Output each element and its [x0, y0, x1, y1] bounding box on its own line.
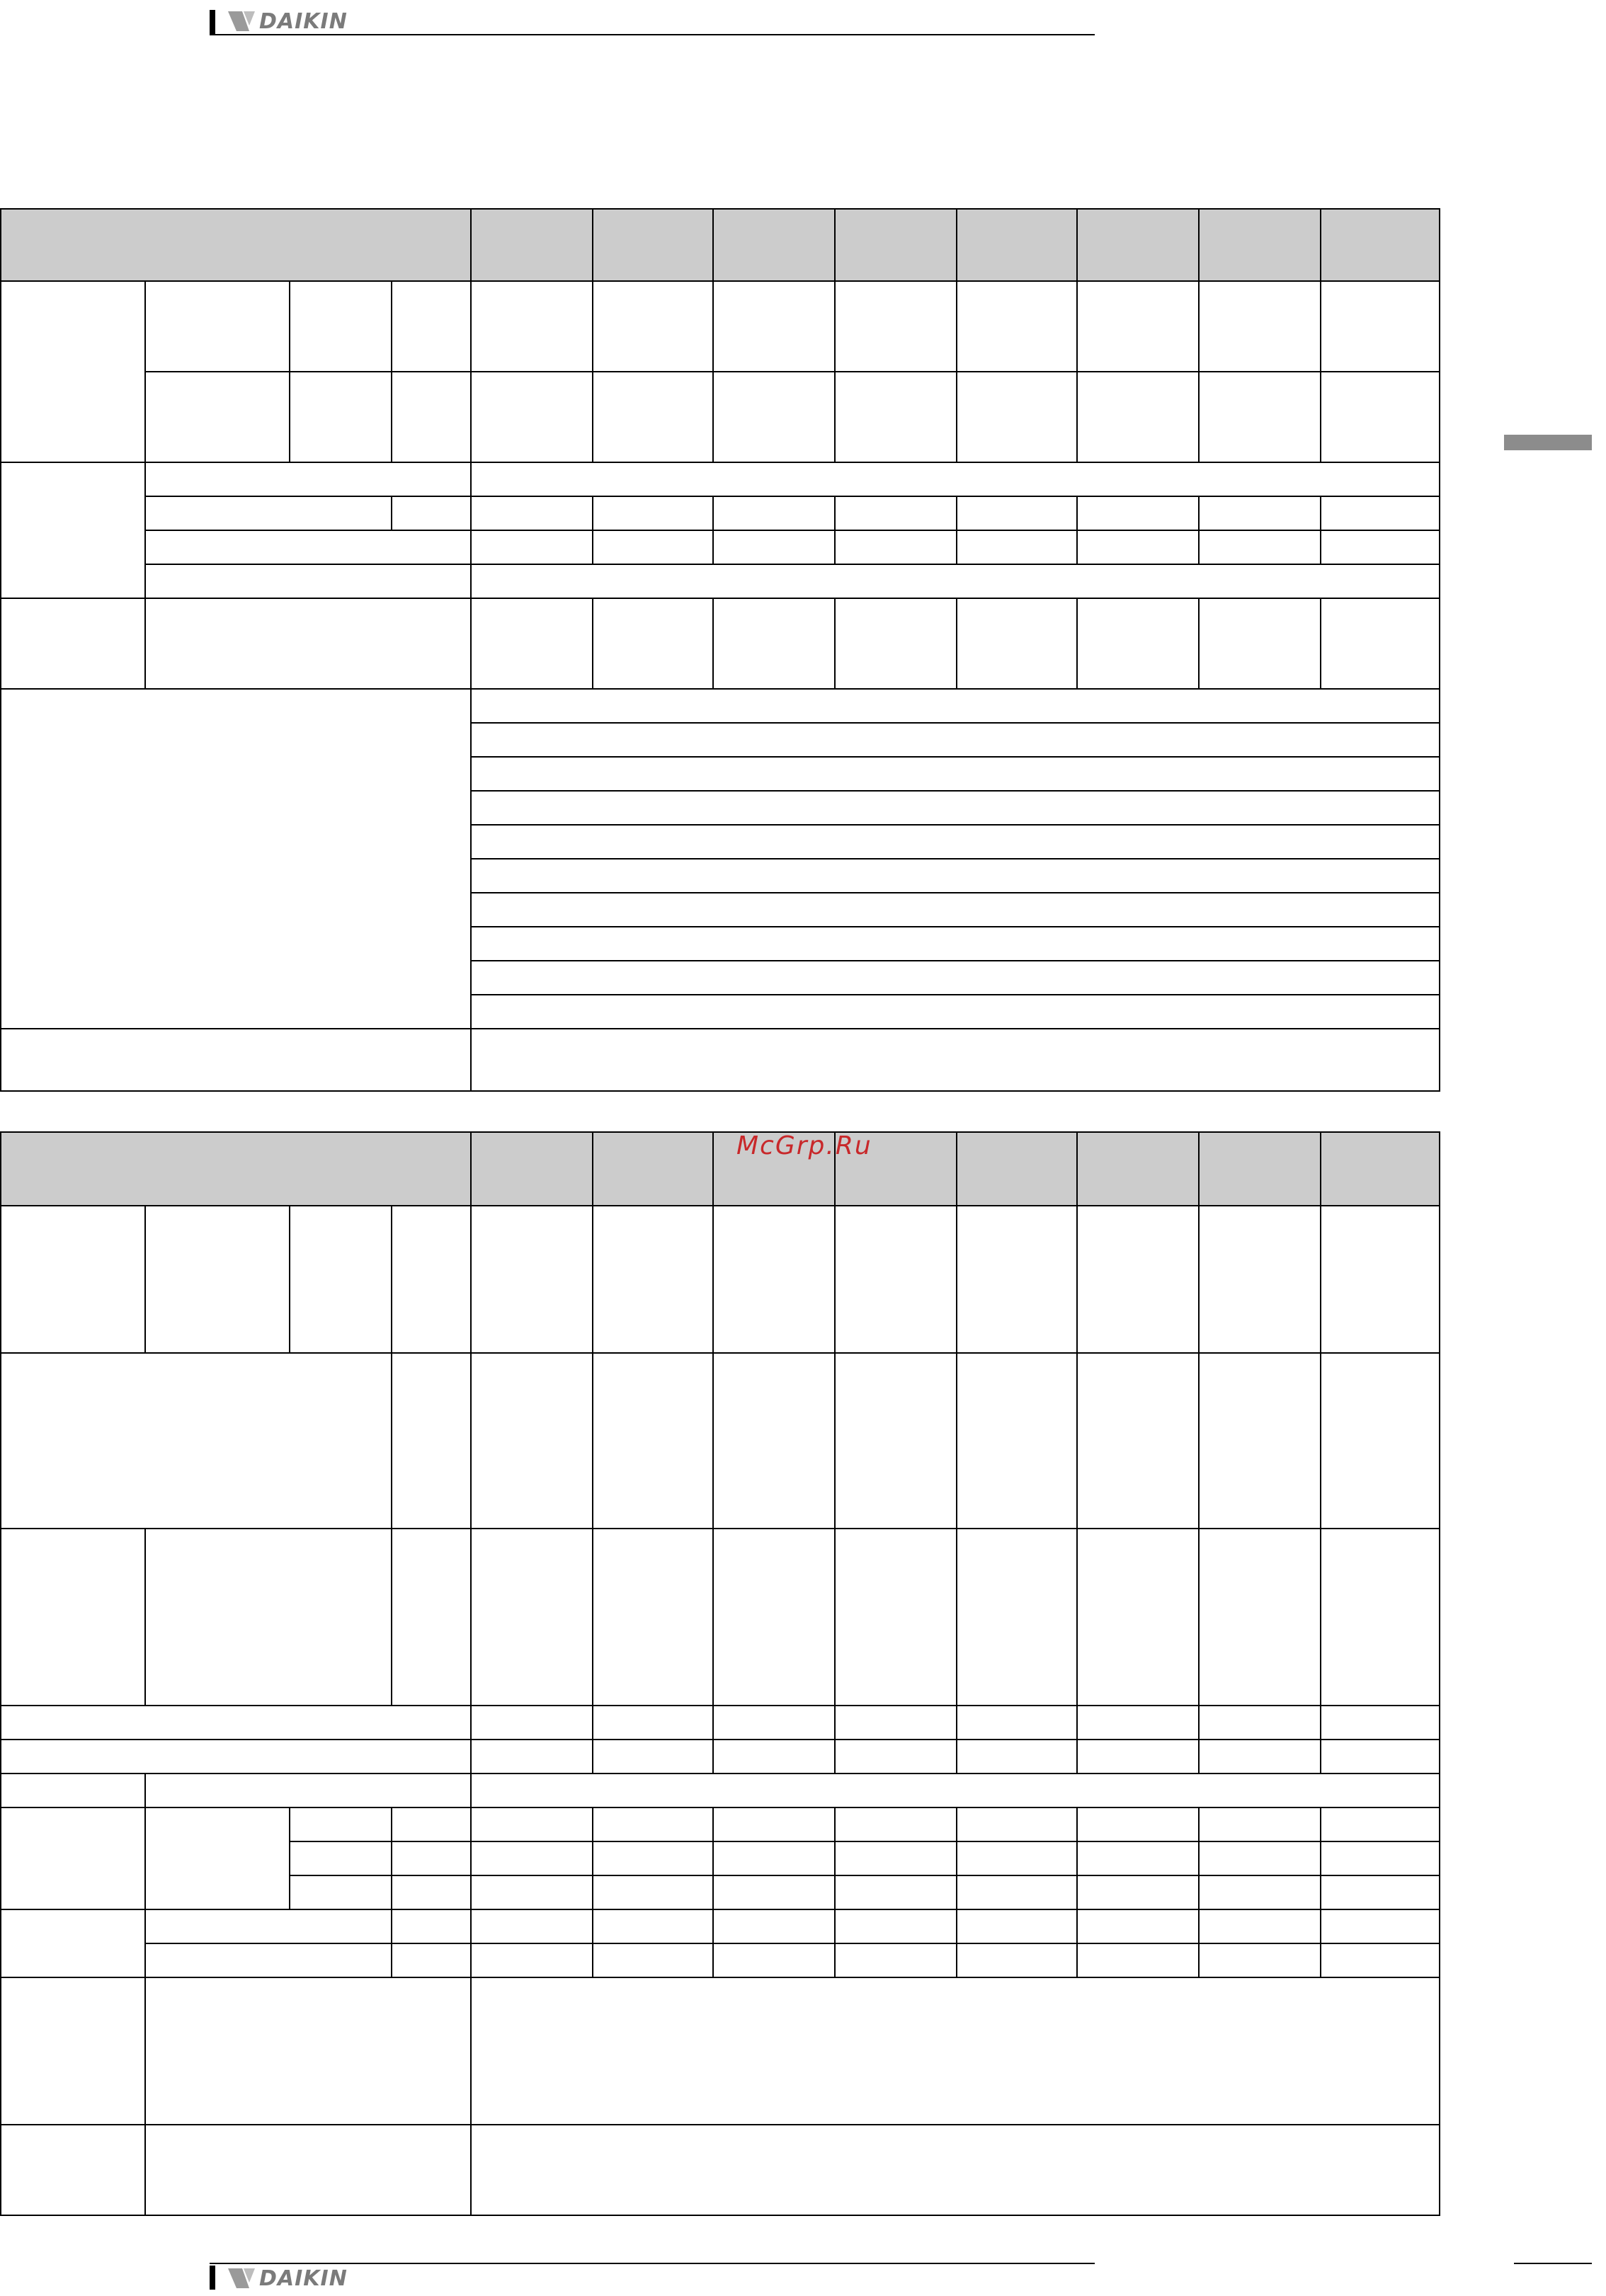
table-cell: [470, 1841, 593, 1876]
table-cell: [1320, 1841, 1440, 1876]
table-cell: [592, 1739, 714, 1774]
table-cell: [956, 1352, 1078, 1529]
table-cell: [1076, 1909, 1200, 1944]
table-cell: [391, 1528, 472, 1706]
table-cell: [592, 1807, 714, 1842]
table-cell: [834, 1705, 957, 1740]
table-cell: [1076, 1205, 1200, 1354]
table-cell: [289, 1841, 392, 1876]
header-brand-text: DAIKIN: [259, 8, 348, 34]
table-cell: [1320, 1943, 1440, 1978]
table-cell: [289, 1205, 392, 1354]
table-cell: [1076, 1739, 1200, 1774]
table-cell: [391, 1352, 472, 1529]
table-cell: [1076, 1528, 1200, 1706]
table-cell: [289, 1807, 392, 1842]
table-header-cell: [1320, 1131, 1440, 1206]
table-header-cell: [0, 1131, 472, 1206]
table-cell: [0, 1739, 472, 1774]
table-header-cell: [1198, 1131, 1321, 1206]
table-cell: [956, 1739, 1078, 1774]
table-cell: [592, 1841, 714, 1876]
table-cell: [592, 1352, 714, 1529]
table-cell: [470, 1739, 593, 1774]
page-number-rule: [1514, 2263, 1592, 2264]
table-cell: [391, 1807, 472, 1842]
table-cell: [0, 1977, 146, 2125]
table-header-cell: [592, 1131, 714, 1206]
table-cell: [391, 1205, 472, 1354]
table-cell: [834, 1909, 957, 1944]
table-cell: [0, 1205, 146, 1354]
table-cell: [956, 1705, 1078, 1740]
table-cell: [834, 1352, 957, 1529]
table-cell: [1198, 1528, 1321, 1706]
table-cell: [470, 1943, 593, 1978]
table-cell: [712, 1875, 836, 1910]
footer-brand-text: DAIKIN: [259, 2266, 348, 2291]
table-cell: [956, 1841, 1078, 1876]
table-cell: [834, 1528, 957, 1706]
table-cell: [1198, 1205, 1321, 1354]
table-header-cell: [470, 1131, 593, 1206]
footer-logo: [228, 2264, 348, 2292]
table-cell: [470, 1705, 593, 1740]
watermark: McGrp.Ru: [736, 1131, 872, 1160]
table-cell: [1198, 1352, 1321, 1529]
table-cell: [1320, 1705, 1440, 1740]
table-cell: [1320, 1909, 1440, 1944]
table-cell: [592, 1528, 714, 1706]
table-cell: [1076, 1807, 1200, 1842]
table-cell: [834, 1807, 957, 1842]
daikin-logo-icon: [228, 2267, 255, 2290]
table-cell: [834, 1739, 957, 1774]
table-cell: [1198, 1739, 1321, 1774]
table-cell: [470, 1875, 593, 1910]
table-cell: [144, 1807, 290, 1910]
footer-brand-bar: [210, 2266, 215, 2290]
table-cell: [1320, 1528, 1440, 1706]
table-cell: [1320, 1875, 1440, 1910]
table-cell: [1076, 1875, 1200, 1910]
table-cell: [1198, 1875, 1321, 1910]
table-header-cell: [956, 1131, 1078, 1206]
table-cell: [712, 1205, 836, 1354]
table-cell: [144, 1528, 392, 1706]
table-cell: [144, 1943, 392, 1978]
table-cell: [956, 1943, 1078, 1978]
table-cell: [470, 1205, 593, 1354]
table-cell: [1320, 1739, 1440, 1774]
table-cell: [470, 1528, 593, 1706]
table-cell: [0, 1773, 146, 1808]
table-cell: [1198, 1807, 1321, 1842]
table-cell: [1076, 1705, 1200, 1740]
table-cell: [712, 1528, 836, 1706]
table-cell: [0, 2124, 146, 2216]
table-cell: [592, 1943, 714, 1978]
table-cell: [1198, 1705, 1321, 1740]
table-cell: [0, 1528, 146, 1706]
table-cell: [712, 1739, 836, 1774]
table-header-cell: [1076, 1131, 1200, 1206]
table-cell: [712, 1705, 836, 1740]
table-cell: [956, 1909, 1078, 1944]
table-cell: [1076, 1943, 1200, 1978]
table-cell: [712, 1352, 836, 1529]
table-cell: [834, 1943, 957, 1978]
table-cell: [0, 1352, 392, 1529]
table-cell: [0, 1909, 146, 1978]
table-cell: [144, 1977, 472, 2125]
table-cell: [712, 1841, 836, 1876]
table-cell: [144, 2124, 472, 2216]
table-cell: [144, 1205, 290, 1354]
table-cell: [1198, 1841, 1321, 1876]
table-cell: [712, 1943, 836, 1978]
table-cell: [592, 1909, 714, 1944]
table-cell: [0, 1705, 472, 1740]
table-cell: [0, 1807, 146, 1910]
table-cell: [956, 1807, 1078, 1842]
table-cell: [470, 1807, 593, 1842]
table-cell: [470, 1977, 1440, 2125]
table-cell: [1076, 1352, 1200, 1529]
table-cell: [956, 1875, 1078, 1910]
table-cell: [592, 1875, 714, 1910]
table-cell: [712, 1909, 836, 1944]
table-cell: [834, 1205, 957, 1354]
table-cell: [1198, 1909, 1321, 1944]
table-cell: [834, 1841, 957, 1876]
table-cell: [391, 1909, 472, 1944]
table-cell: [391, 1841, 472, 1876]
table-cell: [592, 1705, 714, 1740]
table-cell: [592, 1205, 714, 1354]
table-cell: [712, 1807, 836, 1842]
table-cell: [391, 1875, 472, 1910]
table-cell: [1198, 1943, 1321, 1978]
table-cell: [956, 1205, 1078, 1354]
table-cell: [956, 1528, 1078, 1706]
table-cell: [144, 1773, 472, 1808]
table-cell: [1076, 1841, 1200, 1876]
table-cell: [470, 1909, 593, 1944]
table-cell: [470, 1352, 593, 1529]
table-cell: [470, 1773, 1440, 1808]
table-cell: [391, 1943, 472, 1978]
table-cell: [834, 1875, 957, 1910]
table-cell: [1320, 1807, 1440, 1842]
table-cell: [289, 1875, 392, 1910]
table-cell: [144, 1909, 392, 1944]
table-cell: [470, 2124, 1440, 2216]
table-cell: [1320, 1352, 1440, 1529]
table-cell: [1320, 1205, 1440, 1354]
